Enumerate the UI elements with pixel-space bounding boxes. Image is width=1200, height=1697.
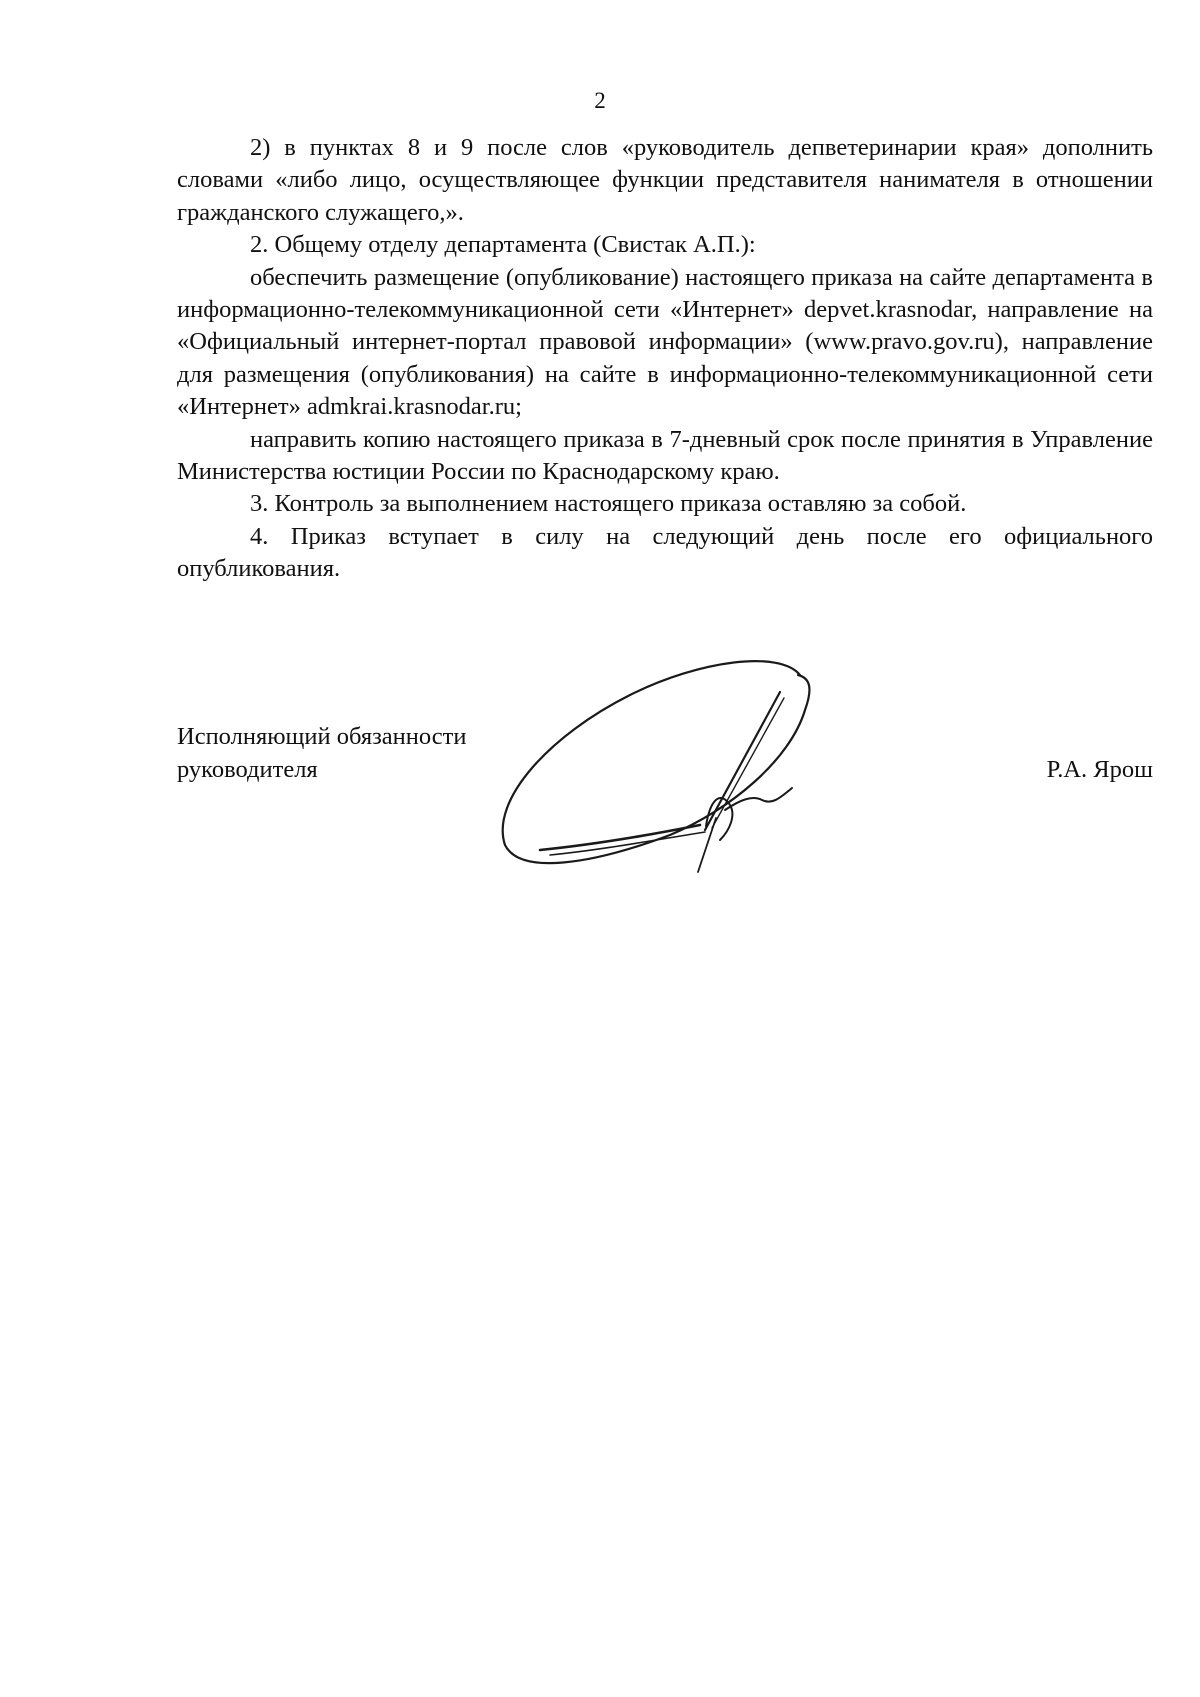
paragraph-send-copy: направить копию настоящего приказа в 7-дневный срок после принятия в Управление Министерства юстиции России по Краснодарскому краю. (177, 425, 1153, 486)
signer-title-line-2: руководителя (177, 756, 318, 783)
paragraph-publication: обеспечить размещение (опубликование) настоящего приказа на сайте департамента в информационно-телекоммуникационной сети «Интернет» depvet.krasnodar, направление на «Официальный интернет-портал правовой информации» (www.pravo.gov.ru), направление для размещения (опубликования) на сайте в информационно-телекоммуникационной сети «Интернет» admkrai.krasnodar.ru; (177, 263, 1153, 421)
page-number: 2 (594, 88, 606, 113)
signer-name: Р.А. Ярош (1046, 756, 1153, 783)
paragraph-general-department: 2. Общему отделу департамента (Свистак А.П.): (250, 231, 756, 259)
paragraph-amendment-items-8-9: 2) в пунктах 8 и 9 после слов «руководитель депветеринарии края» дополнить словами «либо лицо, осуществляющее функции представителя нанимателя в отношении гражданского служащего,». (177, 134, 1153, 226)
handwritten-signature-icon (480, 650, 840, 880)
paragraph-control: 3. Контроль за выполнением настоящего приказа оставляю за собой. (250, 490, 967, 518)
signer-title-line-1: Исполняющий обязанности (177, 723, 467, 750)
paragraph-effective-date: 4. Приказ вступает в силу на следующий день после его официального опубликования. (177, 522, 1153, 583)
document-body (177, 132, 1153, 586)
